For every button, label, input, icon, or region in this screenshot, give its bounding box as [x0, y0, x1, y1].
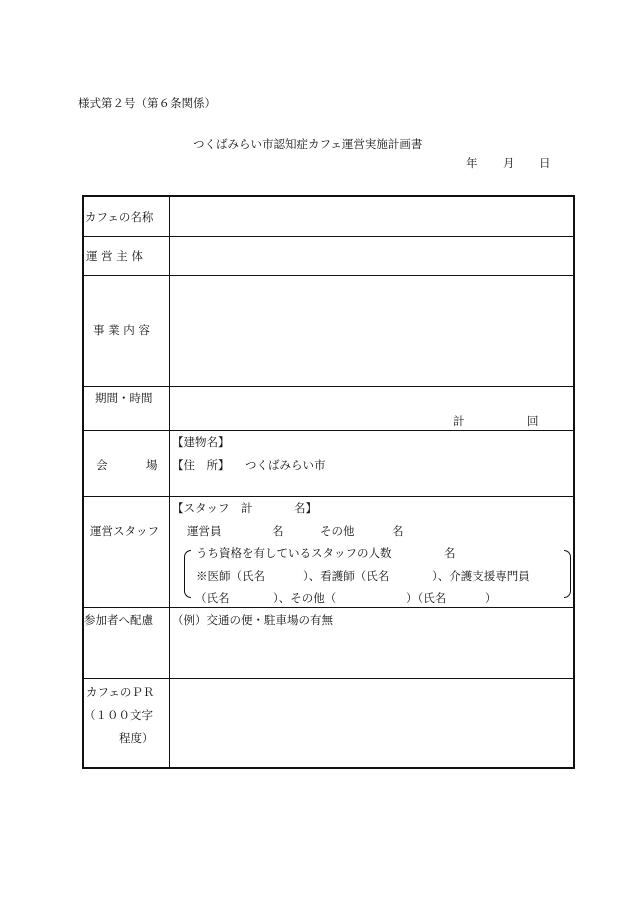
right-bracket: [564, 550, 571, 598]
venue-address-label: 【住 所】: [172, 458, 230, 472]
staff-qualified-unit: 名: [444, 546, 456, 560]
staff-other-close: ）: [485, 591, 497, 605]
pr-field[interactable]: [170, 679, 574, 767]
staff-others-label: その他: [320, 524, 355, 538]
period-field[interactable]: [170, 387, 574, 429]
staff-qualified-label: うち資格を有しているスタッフの人数: [196, 546, 392, 560]
pr-label-3: 程度）: [119, 731, 154, 745]
staff-care-manager-name-label: （氏名: [195, 591, 230, 605]
form-number: 様式第２号（第６条関係）: [78, 96, 216, 110]
date-month-label: 月: [503, 156, 515, 170]
consideration-example: （例）交通の便・駐車場の有無: [172, 613, 333, 627]
venue-label-2: 場: [146, 458, 158, 472]
cafe-name-label: カフェの名称: [85, 210, 154, 224]
date-year-label: 年: [466, 156, 478, 170]
staff-other-label: ）、その他（: [273, 591, 337, 605]
staff-other-name-label: ）（氏名: [406, 591, 447, 605]
staff-total-suffix: 名】: [294, 501, 317, 515]
staff-care-manager-label: ）、介護支援専門員: [432, 569, 530, 583]
organizer-field[interactable]: [170, 237, 574, 274]
pr-label-1: カフェのＰＲ: [86, 685, 155, 699]
period-label: 期間・時間: [95, 391, 153, 405]
venue-address-value: つくばみらい市: [245, 458, 326, 472]
cafe-name-field[interactable]: [170, 197, 574, 235]
staff-operators-unit: 名: [272, 524, 284, 538]
staff-label: 運営スタッフ: [90, 524, 159, 538]
date-day-label: 日: [539, 156, 551, 170]
content-label: 事 業 内 容: [93, 323, 150, 337]
consideration-label: 参加者へ配慮: [84, 613, 153, 627]
staff-doctor-label: ※医師（氏名: [196, 569, 265, 583]
left-bracket: [184, 550, 191, 598]
staff-nurse-label: ）、看護師（氏名: [303, 569, 390, 583]
organizer-label: 運 営 主 体: [86, 249, 143, 263]
venue-building-label: 【建物名】: [172, 435, 230, 449]
venue-label-1: 会: [96, 458, 108, 472]
pr-label-2: （１００文字: [84, 708, 153, 722]
content-field[interactable]: [170, 276, 574, 385]
row-divider: [83, 607, 574, 608]
staff-total-prefix: 【スタッフ 計: [172, 501, 253, 515]
row-divider: [83, 496, 574, 497]
consideration-field[interactable]: [170, 632, 574, 677]
period-times-label: 回: [527, 414, 539, 428]
row-divider: [83, 430, 574, 431]
page-title: つくばみらい市認知症カフェ運営実施計画書: [193, 137, 423, 151]
staff-operators-label: 運営員: [187, 524, 222, 538]
period-total-label: 計: [453, 414, 465, 428]
staff-others-unit: 名: [392, 524, 404, 538]
